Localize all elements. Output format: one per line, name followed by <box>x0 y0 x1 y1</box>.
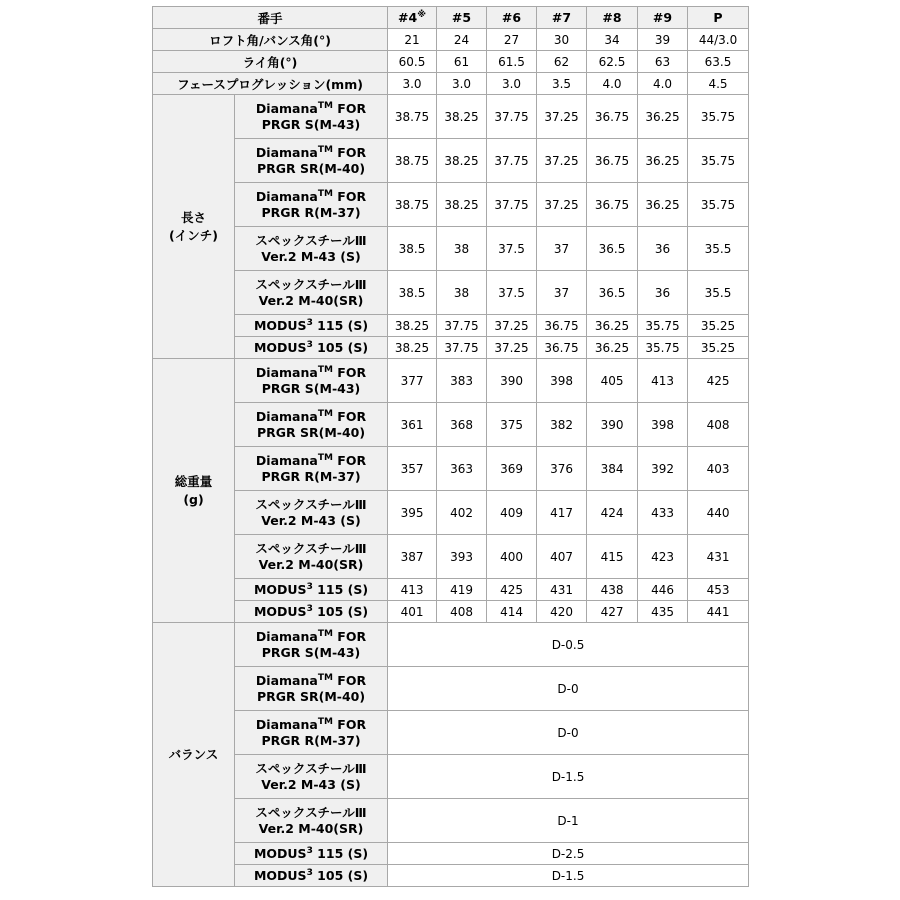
weight-value: 357 <box>388 447 437 491</box>
shaft-name-sup: TM <box>317 188 333 199</box>
weight-value: 369 <box>487 447 537 491</box>
length-value: 38 <box>437 271 487 315</box>
weight-value: 440 <box>688 491 749 535</box>
balance-value: D-0.5 <box>388 623 749 667</box>
club-number-header <box>487 7 537 29</box>
length-value: 36.75 <box>537 315 587 337</box>
length-value: 37.5 <box>487 271 537 315</box>
shaft-name-post: FOR <box>332 364 367 380</box>
shaft-name-main: MODUS <box>253 845 307 861</box>
weight-value: 382 <box>537 403 587 447</box>
length-value: 36.75 <box>537 337 587 359</box>
length-value: 35.75 <box>688 183 749 227</box>
shaft-name-sup: 3 <box>306 867 313 878</box>
weight-value: 431 <box>688 535 749 579</box>
club-number-header <box>587 7 638 29</box>
shaft-name <box>235 139 388 183</box>
weight-value: 413 <box>388 579 437 601</box>
shaft-name-sup: TM <box>317 364 333 375</box>
shaft-name-main: スペックスチールⅢ <box>255 804 367 820</box>
shaft-name-line1 <box>237 365 385 381</box>
weight-value: 393 <box>437 535 487 579</box>
shaft-name-main: スペックスチールⅢ <box>255 276 367 292</box>
shaft-name-sup: TM <box>317 672 333 683</box>
length-value: 38 <box>437 227 487 271</box>
spec-table <box>152 6 749 887</box>
length-group-label <box>153 95 235 359</box>
weight-value: 401 <box>388 601 437 623</box>
weight-value: 395 <box>388 491 437 535</box>
balance-value: D-0 <box>388 711 749 755</box>
length-value: 38.75 <box>388 183 437 227</box>
shaft-name-main: スペックスチールⅢ <box>255 232 367 248</box>
shaft-name-sup: 3 <box>306 317 313 328</box>
length-row <box>153 183 749 227</box>
length-value: 37 <box>537 227 587 271</box>
club-number-label: P <box>713 10 723 25</box>
shaft-name-sup: 3 <box>306 845 313 856</box>
weight-value: 414 <box>487 601 537 623</box>
club-number-label: #8 <box>602 10 622 25</box>
weight-value: 427 <box>587 601 638 623</box>
shaft-name <box>235 403 388 447</box>
shaft-name-sup: TM <box>317 628 333 639</box>
shaft-name-sup: 3 <box>306 339 313 350</box>
shaft-name <box>235 667 388 711</box>
shaft-name-line2: Ver.2 M-43 (S) <box>261 512 361 528</box>
weight-value: 363 <box>437 447 487 491</box>
balance-row <box>153 755 749 799</box>
shaft-name-line2: PRGR S(M-43) <box>261 380 361 396</box>
shaft-name-line1 <box>237 497 385 513</box>
shaft-name <box>235 601 388 623</box>
club-number-header <box>388 7 437 29</box>
shaft-name-line2: PRGR R(M-37) <box>261 732 361 748</box>
length-value: 36.25 <box>638 139 688 183</box>
length-value: 36.5 <box>587 271 638 315</box>
length-value: 37.75 <box>487 139 537 183</box>
length-value: 36 <box>638 271 688 315</box>
shaft-name-line1 <box>237 145 385 161</box>
spec-value: 24 <box>437 29 487 51</box>
balance-row <box>153 623 749 667</box>
spec-value: 62.5 <box>587 51 638 73</box>
club-number-header <box>437 7 487 29</box>
weight-value: 435 <box>638 601 688 623</box>
length-unit: (インチ) <box>169 227 218 243</box>
length-value: 36.75 <box>587 183 638 227</box>
shaft-name <box>235 491 388 535</box>
length-value: 38.25 <box>388 315 437 337</box>
shaft-name-main: スペックスチールⅢ <box>255 760 367 776</box>
spec-value: 61 <box>437 51 487 73</box>
shaft-name-line2: PRGR SR(M-40) <box>256 688 366 704</box>
length-value: 37.25 <box>537 139 587 183</box>
weight-value: 403 <box>688 447 749 491</box>
length-value: 36.25 <box>587 337 638 359</box>
balance-row <box>153 865 749 887</box>
shaft-name-sup: TM <box>317 144 333 155</box>
shaft-name-line1 <box>237 629 385 645</box>
weight-value: 424 <box>587 491 638 535</box>
spec-row <box>153 29 749 51</box>
spec-value: 60.5 <box>388 51 437 73</box>
length-row <box>153 227 749 271</box>
shaft-name-line1 <box>237 846 385 862</box>
weight-value: 420 <box>537 601 587 623</box>
weight-value: 438 <box>587 579 638 601</box>
spec-row-label: ロフト角/バンス角(°) <box>153 29 388 51</box>
shaft-name-main: Diamana <box>255 144 318 160</box>
shaft-name-main: スペックスチールⅢ <box>255 540 367 556</box>
length-value: 38.5 <box>388 227 437 271</box>
club-number-label: #5 <box>451 10 472 25</box>
length-value: 37.25 <box>487 315 537 337</box>
shaft-name <box>235 359 388 403</box>
spec-value: 4.0 <box>587 73 638 95</box>
length-value: 38.25 <box>437 183 487 227</box>
spec-value: 39 <box>638 29 688 51</box>
spec-value: 3.0 <box>487 73 537 95</box>
weight-row <box>153 447 749 491</box>
shaft-name-main: Diamana <box>255 408 318 424</box>
club-number-header <box>537 7 587 29</box>
shaft-name <box>235 535 388 579</box>
club-number-header <box>638 7 688 29</box>
shaft-name-line1 <box>237 101 385 117</box>
spec-value: 44/3.0 <box>688 29 749 51</box>
weight-value: 425 <box>487 579 537 601</box>
shaft-name-main: MODUS <box>253 317 307 333</box>
length-value: 35.5 <box>688 271 749 315</box>
balance-row <box>153 667 749 711</box>
shaft-name-line2: Ver.2 M-40(SR) <box>258 556 364 572</box>
shaft-name <box>235 579 388 601</box>
weight-value: 375 <box>487 403 537 447</box>
shaft-name-line2: PRGR SR(M-40) <box>256 160 366 176</box>
shaft-name-main: MODUS <box>253 603 307 619</box>
shaft-name <box>235 183 388 227</box>
weight-value: 407 <box>537 535 587 579</box>
spec-value: 4.5 <box>688 73 749 95</box>
weight-value: 390 <box>487 359 537 403</box>
shaft-name-line1 <box>237 409 385 425</box>
shaft-name-line1 <box>237 761 385 777</box>
spec-row <box>153 51 749 73</box>
weight-value: 361 <box>388 403 437 447</box>
length-value: 38.25 <box>437 95 487 139</box>
weight-value: 376 <box>537 447 587 491</box>
shaft-name-sup: TM <box>317 452 333 463</box>
spec-value: 3.0 <box>437 73 487 95</box>
shaft-name-line1 <box>237 717 385 733</box>
weight-row <box>153 359 749 403</box>
length-value: 36.75 <box>587 139 638 183</box>
balance-value: D-1.5 <box>388 755 749 799</box>
weight-row <box>153 491 749 535</box>
shaft-name <box>235 799 388 843</box>
shaft-name-main: Diamana <box>255 452 318 468</box>
weight-row <box>153 601 749 623</box>
spec-value: 3.5 <box>537 73 587 95</box>
spec-row-label: フェースプログレッション(mm) <box>153 73 388 95</box>
weight-value: 400 <box>487 535 537 579</box>
length-value: 37.75 <box>437 337 487 359</box>
shaft-name-line1 <box>237 318 385 334</box>
shaft-name-post: 105 (S) <box>312 867 369 883</box>
length-value: 36.25 <box>587 315 638 337</box>
shaft-name-line2: PRGR R(M-37) <box>261 468 361 484</box>
weight-value: 405 <box>587 359 638 403</box>
shaft-name-post: FOR <box>332 452 367 468</box>
shaft-name <box>235 95 388 139</box>
shaft-name-main: Diamana <box>255 716 318 732</box>
length-row <box>153 315 749 337</box>
length-value: 37.25 <box>537 95 587 139</box>
weight-value: 417 <box>537 491 587 535</box>
weight-value: 387 <box>388 535 437 579</box>
club-number-label: #4 <box>398 10 418 25</box>
weight-value: 446 <box>638 579 688 601</box>
shaft-name-line1 <box>237 673 385 689</box>
weight-row <box>153 403 749 447</box>
shaft-name-main: MODUS <box>253 339 307 355</box>
shaft-name-main: Diamana <box>255 188 318 204</box>
shaft-name-sup: TM <box>317 408 333 419</box>
shaft-name-post: FOR <box>332 188 367 204</box>
header-row <box>153 7 749 29</box>
weight-label: 総重量 <box>174 473 213 489</box>
length-row <box>153 337 749 359</box>
shaft-name-main: Diamana <box>255 100 318 116</box>
weight-value: 368 <box>437 403 487 447</box>
balance-group-label: バランス <box>153 623 235 887</box>
weight-value: 425 <box>688 359 749 403</box>
weight-unit: (g) <box>183 491 204 507</box>
length-value: 38.25 <box>437 139 487 183</box>
shaft-name-line1 <box>237 541 385 557</box>
weight-value: 419 <box>437 579 487 601</box>
shaft-name <box>235 843 388 865</box>
shaft-name-post: FOR <box>332 100 367 116</box>
length-row <box>153 95 749 139</box>
shaft-name-line2: PRGR S(M-43) <box>261 644 361 660</box>
weight-value: 423 <box>638 535 688 579</box>
weight-value: 409 <box>487 491 537 535</box>
shaft-name-post: 115 (S) <box>312 845 369 861</box>
shaft-name-line2: PRGR S(M-43) <box>261 116 361 132</box>
shaft-name-line1 <box>237 277 385 293</box>
weight-value: 431 <box>537 579 587 601</box>
balance-value: D-1 <box>388 799 749 843</box>
spec-value: 63 <box>638 51 688 73</box>
shaft-name-post: FOR <box>332 716 367 732</box>
length-value: 36.5 <box>587 227 638 271</box>
length-row <box>153 139 749 183</box>
length-value: 35.75 <box>638 337 688 359</box>
shaft-name <box>235 227 388 271</box>
length-value: 37.25 <box>537 183 587 227</box>
weight-value: 408 <box>437 601 487 623</box>
shaft-name-post: 115 (S) <box>312 317 369 333</box>
shaft-name-line2: Ver.2 M-40(SR) <box>258 820 364 836</box>
balance-value: D-2.5 <box>388 843 749 865</box>
length-value: 35.75 <box>688 139 749 183</box>
weight-value: 377 <box>388 359 437 403</box>
shaft-name-line1 <box>237 189 385 205</box>
shaft-name-post: FOR <box>332 672 367 688</box>
balance-value: D-1.5 <box>388 865 749 887</box>
length-value: 37.75 <box>487 183 537 227</box>
weight-row <box>153 579 749 601</box>
weight-value: 433 <box>638 491 688 535</box>
club-note-mark: ※ <box>417 10 426 20</box>
spec-value: 3.0 <box>388 73 437 95</box>
length-value: 37 <box>537 271 587 315</box>
club-number-label: #7 <box>551 10 572 25</box>
weight-value: 413 <box>638 359 688 403</box>
weight-group-label <box>153 359 235 623</box>
club-number-header <box>688 7 749 29</box>
shaft-name-sup: TM <box>317 716 333 727</box>
shaft-name-sup: 3 <box>306 603 313 614</box>
length-value: 38.75 <box>388 139 437 183</box>
spec-value: 30 <box>537 29 587 51</box>
length-value: 38.25 <box>388 337 437 359</box>
shaft-name-post: FOR <box>332 628 367 644</box>
weight-value: 390 <box>587 403 638 447</box>
length-value: 37.75 <box>437 315 487 337</box>
weight-value: 398 <box>638 403 688 447</box>
shaft-name-post: 115 (S) <box>312 581 369 597</box>
spec-value: 34 <box>587 29 638 51</box>
balance-row <box>153 843 749 865</box>
shaft-name-sup: TM <box>317 100 333 111</box>
shaft-name-line1 <box>237 233 385 249</box>
shaft-name <box>235 755 388 799</box>
shaft-name-line2: Ver.2 M-43 (S) <box>261 776 361 792</box>
spec-value: 21 <box>388 29 437 51</box>
balance-row <box>153 711 749 755</box>
shaft-name-line1 <box>237 604 385 620</box>
shaft-name-line1 <box>237 453 385 469</box>
length-value: 36.75 <box>587 95 638 139</box>
shaft-name <box>235 447 388 491</box>
shaft-name-main: Diamana <box>255 628 318 644</box>
balance-value: D-0 <box>388 667 749 711</box>
shaft-name-main: Diamana <box>255 672 318 688</box>
spec-value: 27 <box>487 29 537 51</box>
shaft-name-sup: 3 <box>306 581 313 592</box>
spec-value: 61.5 <box>487 51 537 73</box>
club-number-label: #9 <box>652 10 673 25</box>
weight-value: 402 <box>437 491 487 535</box>
length-value: 35.25 <box>688 337 749 359</box>
shaft-name-post: FOR <box>332 408 367 424</box>
club-number-label: #6 <box>501 10 522 25</box>
length-value: 35.75 <box>688 95 749 139</box>
weight-row <box>153 535 749 579</box>
shaft-name-post: FOR <box>332 144 367 160</box>
spec-value: 4.0 <box>638 73 688 95</box>
spec-row-label: ライ角(°) <box>153 51 388 73</box>
length-value: 35.5 <box>688 227 749 271</box>
shaft-name-main: スペックスチールⅢ <box>255 496 367 512</box>
length-value: 37.25 <box>487 337 537 359</box>
shaft-name-line2: Ver.2 M-43 (S) <box>261 248 361 264</box>
length-value: 38.5 <box>388 271 437 315</box>
balance-row <box>153 799 749 843</box>
length-row <box>153 271 749 315</box>
shaft-name <box>235 271 388 315</box>
shaft-name <box>235 623 388 667</box>
shaft-name-line1 <box>237 340 385 356</box>
spec-value: 63.5 <box>688 51 749 73</box>
length-value: 37.75 <box>487 95 537 139</box>
shaft-name-post: 105 (S) <box>312 339 369 355</box>
weight-value: 441 <box>688 601 749 623</box>
length-value: 36.25 <box>638 95 688 139</box>
weight-value: 453 <box>688 579 749 601</box>
shaft-name <box>235 865 388 887</box>
length-value: 37.5 <box>487 227 537 271</box>
shaft-name-main: Diamana <box>255 364 318 380</box>
length-value: 36.25 <box>638 183 688 227</box>
length-value: 35.25 <box>688 315 749 337</box>
bante-header: 番手 <box>153 7 388 29</box>
weight-value: 392 <box>638 447 688 491</box>
weight-value: 383 <box>437 359 487 403</box>
shaft-name-line2: PRGR R(M-37) <box>261 204 361 220</box>
shaft-name-line1 <box>237 582 385 598</box>
length-value: 38.75 <box>388 95 437 139</box>
weight-value: 398 <box>537 359 587 403</box>
shaft-name <box>235 315 388 337</box>
shaft-name-main: MODUS <box>253 867 307 883</box>
shaft-name-post: 105 (S) <box>312 603 369 619</box>
length-value: 35.75 <box>638 315 688 337</box>
weight-value: 384 <box>587 447 638 491</box>
weight-value: 415 <box>587 535 638 579</box>
shaft-name-main: MODUS <box>253 581 307 597</box>
length-label: 長さ <box>180 209 206 225</box>
length-value: 36 <box>638 227 688 271</box>
shaft-name-line1 <box>237 868 385 884</box>
shaft-name-line2: PRGR SR(M-40) <box>256 424 366 440</box>
shaft-name <box>235 711 388 755</box>
shaft-name-line1 <box>237 805 385 821</box>
spec-row <box>153 73 749 95</box>
weight-value: 408 <box>688 403 749 447</box>
shaft-name <box>235 337 388 359</box>
spec-value: 62 <box>537 51 587 73</box>
shaft-name-line2: Ver.2 M-40(SR) <box>258 292 364 308</box>
